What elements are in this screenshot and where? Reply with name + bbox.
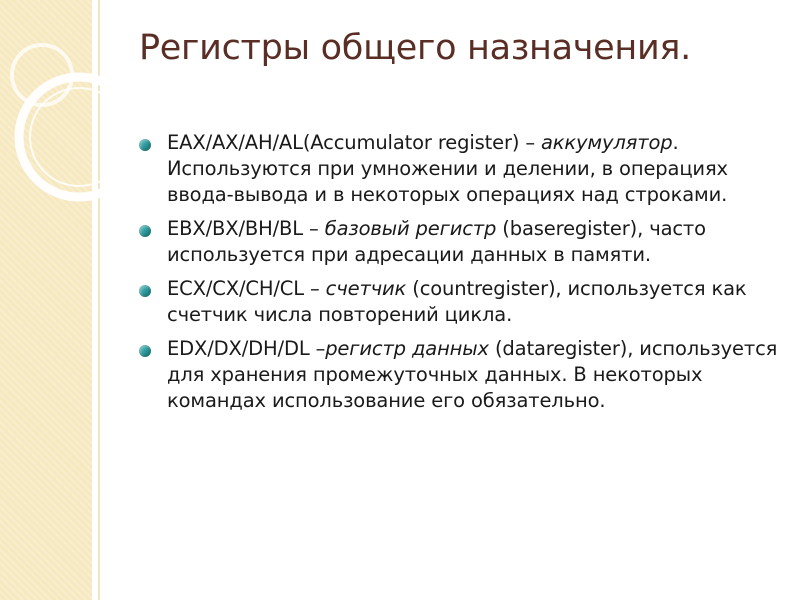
register-term: базовый регистр	[324, 217, 497, 240]
bullet-icon	[139, 285, 151, 297]
bullet-icon	[139, 345, 151, 357]
register-term: аккумулятор	[540, 131, 673, 154]
bullet-item-edx	[139, 336, 789, 414]
bullet-item-ecx	[139, 276, 789, 328]
bullet-text-pre: –	[309, 337, 326, 360]
bullet-icon	[139, 225, 151, 237]
bullet-text-post: (countregister), используется как счетчик числа повторений цикла.	[167, 277, 747, 326]
register-term: счетчик	[325, 277, 407, 300]
register-name: EDX/DX/DH/DL	[167, 337, 310, 360]
bullet-text-post: (dataregister), используется для хранения промежуточных данных. В некоторых командах использование его обязательно.	[167, 337, 778, 412]
register-name: ECX/CX/CH/CL	[167, 277, 304, 300]
bullet-text-post: (baseregister), часто используется при адресации данных в памяти.	[167, 217, 706, 266]
bullet-item-ebx	[139, 216, 789, 268]
bullet-list	[139, 130, 789, 422]
register-term: регистр данных	[325, 337, 489, 360]
register-name: EAX/AX/AH/AL	[167, 131, 303, 154]
bullet-text-pre: (Accumulator register) –	[302, 131, 541, 154]
bullet-icon	[139, 139, 151, 151]
bullet-item-eax	[139, 130, 789, 208]
register-name: EBX/BX/BH/BL	[167, 217, 303, 240]
bullet-text-pre: –	[303, 217, 325, 240]
bullet-text-pre: –	[303, 277, 326, 300]
bullet-text-post: . Используются при умножении и делении, в операциях ввода-вывода и в некоторых операциях над строками.	[167, 131, 728, 206]
slide-title: Регистры общего назначения.	[139, 28, 692, 68]
